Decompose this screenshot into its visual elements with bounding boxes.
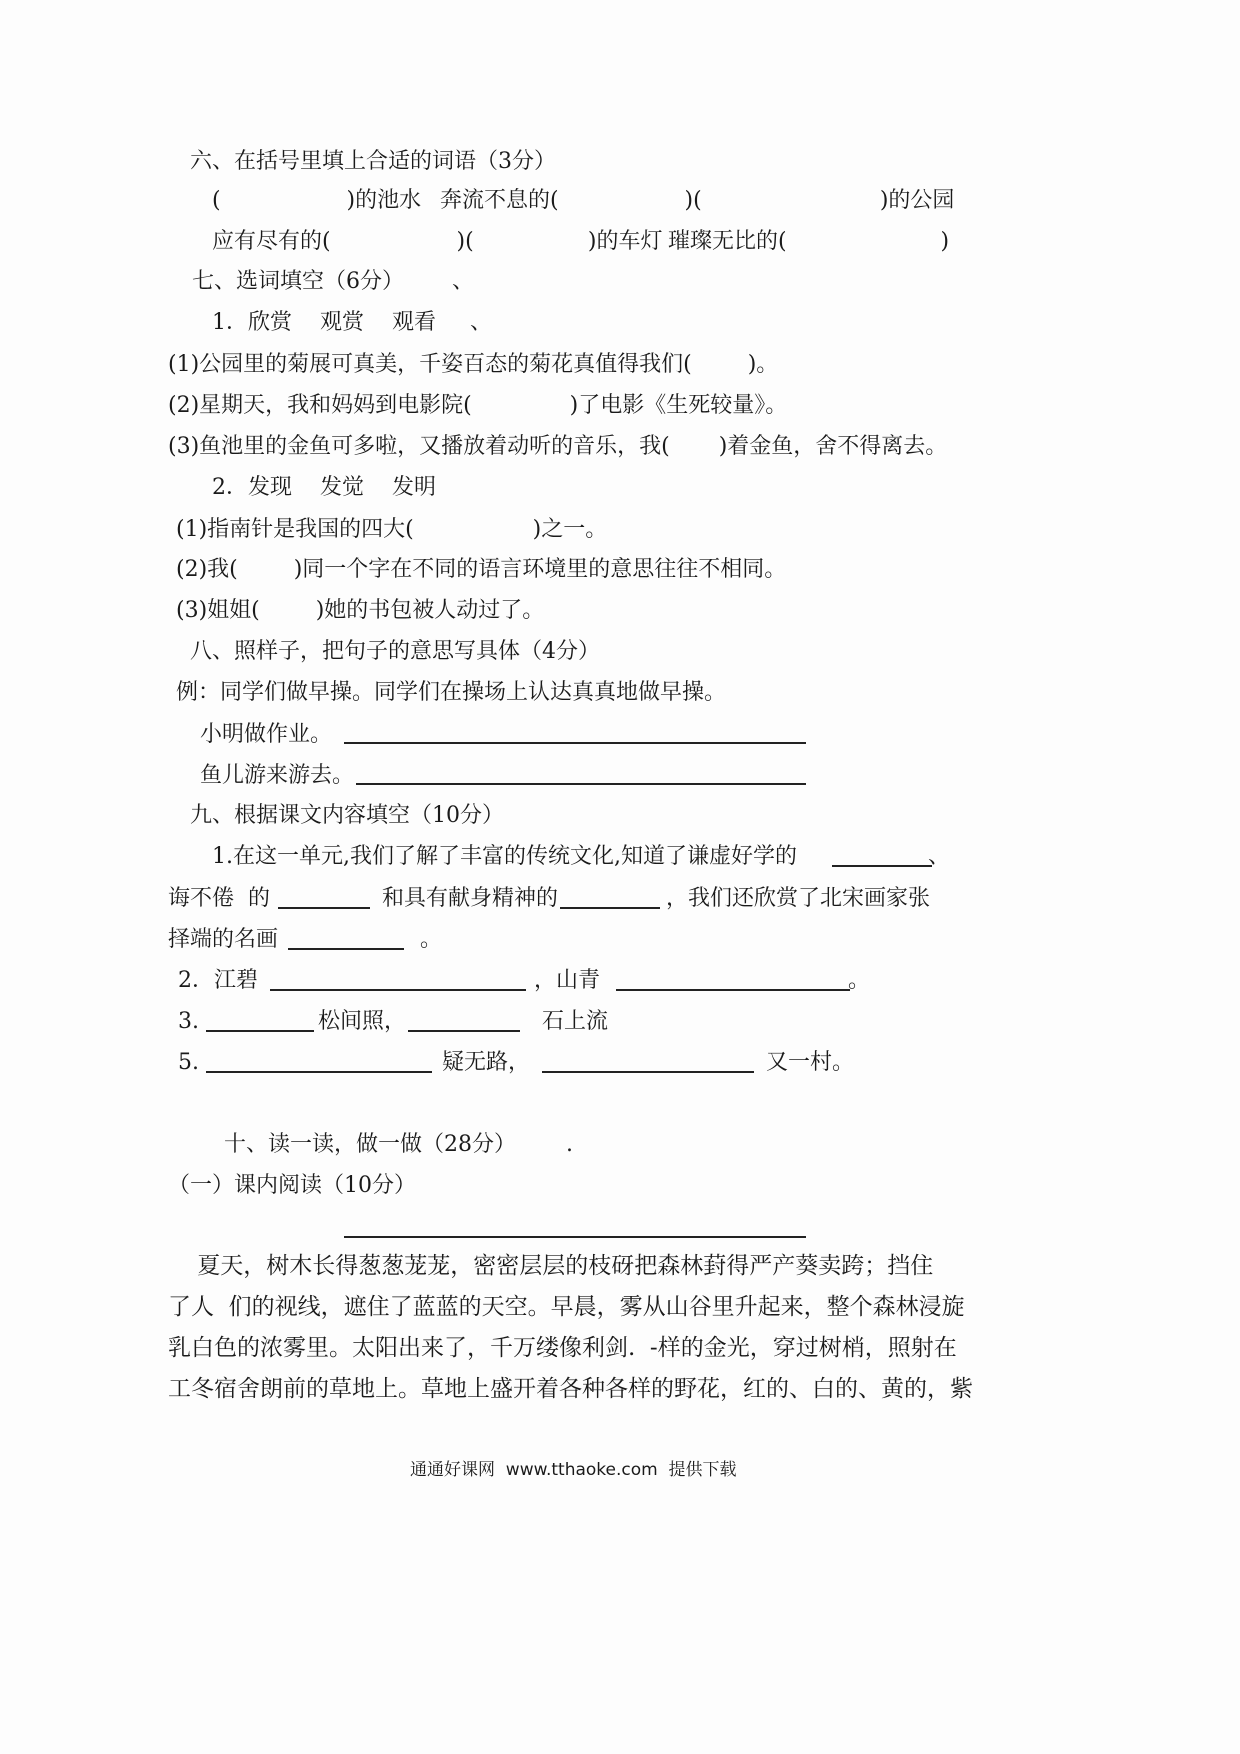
answer-line[interactable] xyxy=(288,948,404,950)
stray-mark: . xyxy=(566,1132,573,1157)
blank-item: ( )的池水 xyxy=(212,188,422,213)
blank-item: 奔流不息的( )( xyxy=(440,188,702,213)
question-item: (1)指南针是我国的四大( )之一。 xyxy=(176,517,608,542)
question-item: (3)鱼池里的金鱼可多啦，又播放着动听的音乐，我( )着金鱼，舍不得离去。 xyxy=(168,434,948,459)
answer-line[interactable] xyxy=(206,1071,432,1073)
answer-line[interactable] xyxy=(278,907,370,909)
fill-text: ，山青 xyxy=(534,968,601,993)
fill-text: 石上流 xyxy=(542,1009,609,1034)
fill-text: 。 xyxy=(420,927,443,952)
fill-text: 3. xyxy=(178,1009,199,1034)
fill-text: 1.在这一单元,我们了解了丰富的传统文化,知道了谦虚好学的 xyxy=(212,844,797,869)
stray-mark: 、 xyxy=(470,310,493,335)
answer-line[interactable] xyxy=(560,907,660,909)
fill-text: 、 xyxy=(928,844,951,869)
answer-line[interactable] xyxy=(206,1030,314,1032)
fill-text: 。 xyxy=(848,968,871,993)
blank-item: )的公园 xyxy=(879,188,955,213)
blank-item: 应有尽有的( )( xyxy=(212,229,474,254)
blank-item: )的车灯 xyxy=(587,229,663,254)
answer-line[interactable] xyxy=(408,1030,520,1032)
answer-line[interactable] xyxy=(356,783,806,785)
fill-text: 松间照， xyxy=(318,1009,407,1034)
section-6-title: 六、在括号里填上合适的词语（3分） xyxy=(190,149,556,174)
word-group-1: 1．欣赏 观赏 观看 xyxy=(212,310,436,335)
section-8-title: 八、照样子，把句子的意思写具体（4分） xyxy=(190,639,600,664)
page-footer: 通通好课网 www.tthaoke.com 提供下载 xyxy=(410,1460,737,1480)
stray-mark: 、 xyxy=(452,269,475,294)
question-item: (3)姐姐( )她的书包被人动过了。 xyxy=(176,598,545,623)
subsection-title: （一）课内阅读（10分） xyxy=(168,1173,416,1198)
passage-line: 乳白色的浓雾里。太阳出来了，千万缕像利剑. -样的金光，穿过树梢，照射在 xyxy=(168,1335,957,1361)
question-item: (1)公园里的菊展可真美，千姿百态的菊花真值得我们( )。 xyxy=(168,352,779,377)
passage-line: 工冬宿舍朗前的草地上。草地上盛开着各种各样的野花，红的、白的、黄的，紫 xyxy=(168,1376,973,1402)
example-sentence: 例：同学们做早操。同学们在操场上认达真真地做早操。 xyxy=(176,680,727,705)
answer-line[interactable] xyxy=(270,989,526,991)
fill-text: 又一村。 xyxy=(766,1050,855,1075)
rewrite-question: 小明做作业。 xyxy=(200,722,333,747)
rewrite-question: 鱼儿游来游去。 xyxy=(200,763,355,788)
section-9-title: 九、根据课文内容填空（10分） xyxy=(190,803,504,828)
fill-text: ，我们还欣赏了北宋画家张 xyxy=(666,886,931,911)
question-item: (2)我( )同一个字在不同的语言环境里的意思往往不相同。 xyxy=(176,557,787,582)
question-item: (2)星期天，我和妈妈到电影院( )了电影《生死较量》。 xyxy=(168,393,788,418)
passage-line: 夏天，树木长得葱葱茏茏，密密层层的枝砑把森林葑得严产葵卖跨；挡住 xyxy=(168,1253,934,1279)
fill-text: 择端的名画 xyxy=(168,927,279,952)
section-7-title: 七、选词填空（6分） xyxy=(192,269,404,294)
answer-line[interactable] xyxy=(616,989,850,991)
fill-text: 5. xyxy=(178,1050,199,1075)
fill-text: 疑无路， xyxy=(442,1050,531,1075)
fill-text: 诲不倦 的 xyxy=(168,886,270,911)
answer-line[interactable] xyxy=(344,742,806,744)
blank-item: 璀璨无比的( ) xyxy=(668,229,950,254)
passage-line: 了人 们的视线，遮住了蓝蓝的天空。早晨，雾从山谷里升起来，整个森林浸旋 xyxy=(168,1294,965,1320)
section-10-title: 十、读一读，做一做（28分） xyxy=(224,1132,516,1157)
answer-line[interactable] xyxy=(542,1071,754,1073)
fill-text: 2．江碧 xyxy=(178,968,258,993)
fill-text: 和具有献身精神的 xyxy=(382,886,559,911)
word-group-2: 2．发现 发觉 发明 xyxy=(212,475,436,500)
answer-line[interactable] xyxy=(832,865,932,867)
passage-title-line[interactable] xyxy=(344,1236,806,1238)
